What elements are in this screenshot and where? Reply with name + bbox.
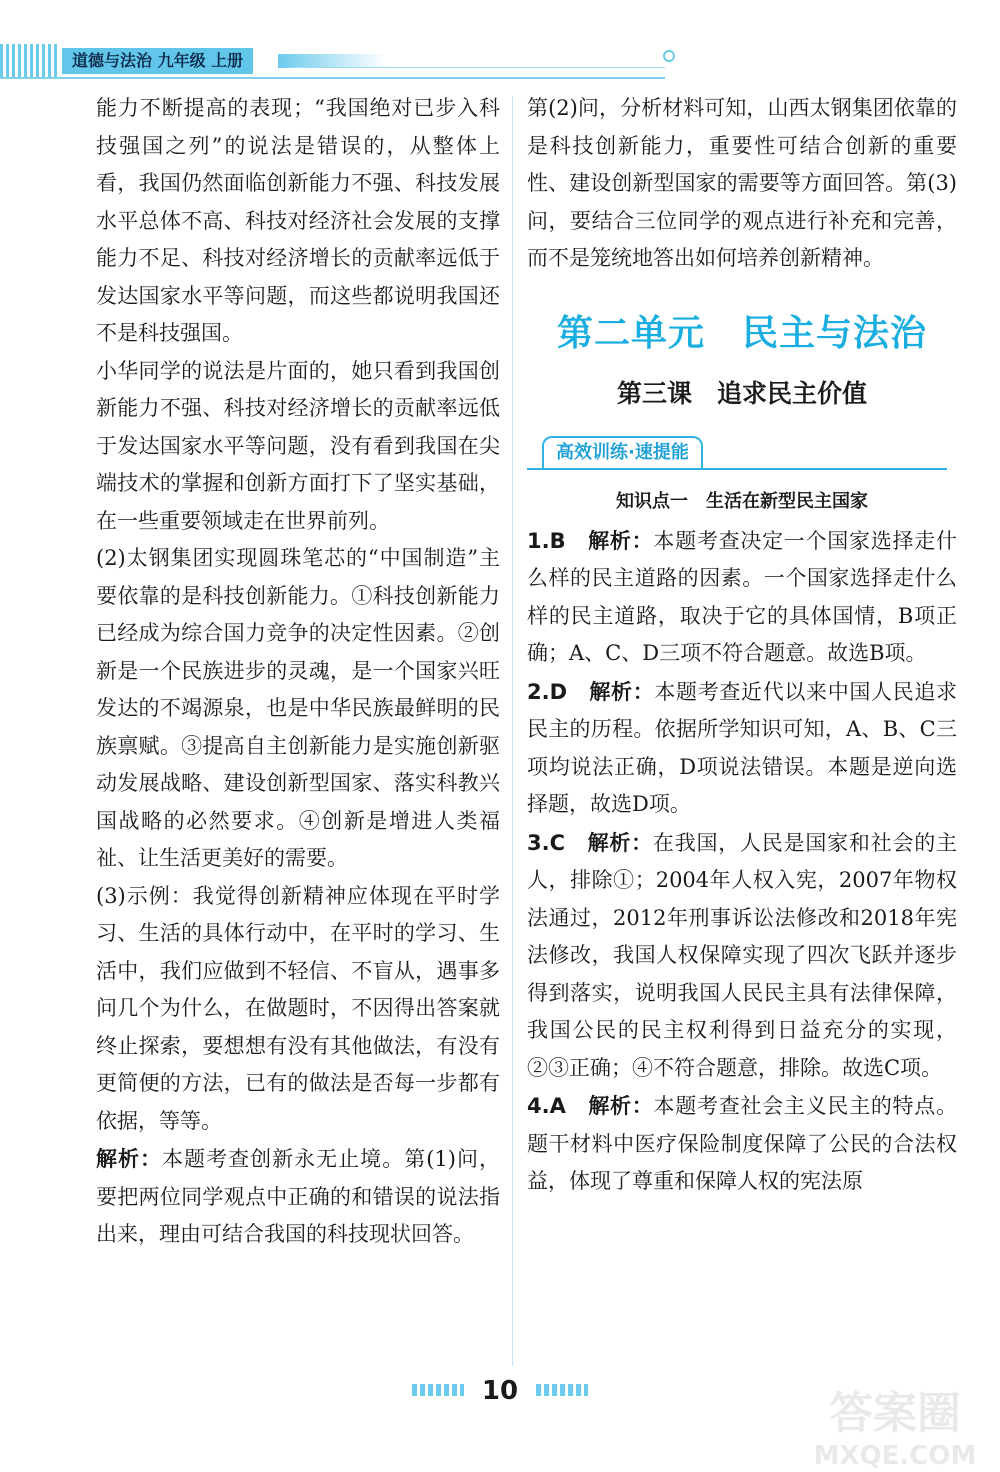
answer-item: [527, 522, 957, 673]
lesson-title: 第三课 追求民主价值: [616, 378, 867, 408]
analysis-continuation: 第(2)问，分析材料可知，山西太钢集团依靠的是科技创新能力，重要性可结合创新的重要性、建设创新型国家的需要等方面回答。第(3)问，要结合三位同学的观点进行补充和完善，而不是笼统地答出如何培养创新精神。: [527, 96, 957, 270]
header-dot-icon: [663, 50, 675, 62]
section-rule: [527, 468, 947, 470]
left-column: [96, 90, 500, 1254]
right-column: [527, 90, 957, 1201]
answer-paragraph-1: 能力不断提高的表现；“我国绝对已步入科技强国之列”的说法是错误的，从整体上看，我国仍然面临创新能力不强、科技发展水平总体不高、科技对经济社会发展的支撑能力不足、科技对经济增长的贡献率远低于发达国家水平等问题，而这些都说明我国还不是科技强国。: [96, 96, 500, 345]
unit-title: 第二单元 民主与法治: [556, 312, 927, 354]
footer-decoration-left: [412, 1384, 464, 1396]
watermark-domain-text: MXQE.COM: [813, 1441, 977, 1470]
analysis-paragraph: [96, 1140, 500, 1254]
knowledge-point-title: 知识点一 生活在新型民主国家: [616, 490, 868, 512]
answer-item: [527, 673, 957, 824]
answer-paragraph-3: (2)太钢集团实现圆珠笔芯的“中国制造”主要依靠的是科技创新能力。①科技创新能力已经成为综合国力竞争的决定性因素。②创新是一个民族进步的灵魂，是一个国家兴旺发达的不竭源泉，也是中华民族最鲜明的民族禀赋。③提高自主创新能力是实施创新驱动发展战略、建设创新型国家、落实科教兴国战略的必然要求。④创新是增进人类福祉、让生活更美好的需要。: [96, 546, 500, 870]
watermark-logo-text: 答案圈: [829, 1388, 961, 1439]
answer-paragraph-2: 小华同学的说法是片面的，她只看到我国创新能力不强、科技对经济增长的贡献率远低于发达国家水平等问题，没有看到我国在尖端技术的掌握和创新方面打下了坚实基础，在一些重要领域走在世界前列。: [96, 358, 500, 533]
analysis-text: 本题考查创新永无止境。第(1)问，要把两位同学观点中正确的和错误的说法指出来，理由可结合我国的科技现状回答。: [96, 1147, 500, 1246]
answer-number: 2.D: [527, 679, 568, 704]
answer-number: 3.C: [527, 830, 566, 855]
answer-number: 1.B: [527, 528, 566, 553]
section-tab-label: 高效训练·速提能: [542, 436, 703, 468]
answer-text: 本题考查近代以来中国人民追求民主的历程。依据所学知识可知，A、B、C三项均说法正确，D项说法错误。本题是逆向选择题，故选D项。: [527, 679, 958, 816]
analysis-label: 解析：: [589, 678, 655, 704]
header-rule: [0, 77, 665, 79]
answer-paragraph-4: (3)示例：我觉得创新精神应体现在平时学习、生活的具体行动中，在平时的学习、生活中，我们应做到不轻信、不盲从，遇事多问几个为什么，在做题时，不因得出答案就终止探索，要想想有没有其他做法，有没有更简便的方法，已有的做法是否每一步都有依据，等等。: [96, 883, 500, 1133]
answer-text: 本题考查决定一个国家选择走什么样的民主道路的因素。一个国家选择走什么样的民主道路，取决于它的具体国情，B项正确；A、C、D三项不符合题意。故选B项。: [527, 528, 958, 665]
header-stripe-decoration: [0, 44, 60, 78]
page-header: [0, 44, 670, 78]
book-title: 道德与法治 九年级 上册: [62, 48, 253, 74]
section-header: [527, 434, 957, 480]
column-divider: [512, 96, 513, 1366]
answer-text: 本题考查社会主义民主的特点。题干材料中医疗保险制度保障了公民的合法权益，体现了尊重和保障人权的宪法原: [527, 1094, 958, 1193]
analysis-label: 解析：: [588, 1093, 654, 1118]
analysis-label: 解析：: [96, 1146, 163, 1171]
header-thin-rule: [290, 67, 665, 68]
answer-item: [527, 1087, 957, 1201]
footer-decoration-right: [536, 1384, 588, 1396]
analysis-label: 解析：: [587, 829, 653, 855]
header-gradient-decoration: [278, 54, 386, 68]
answer-number: 4.A: [527, 1094, 566, 1118]
answer-text: 在我国，人民是国家和社会的主人，排除①；2004年人权入宪，2007年物权法通过，2012年刑事诉讼法修改和2018年宪法修改，我国人权保障实现了四次飞跃并逐步得到落实，说明我国人民民主具有法律保障，我国公民的民主权利得到日益充分的实现，②③正确；④不符合题意，排除。故选C项。: [527, 830, 958, 1080]
analysis-label: 解析：: [588, 527, 654, 553]
watermark-logo: [795, 1380, 995, 1470]
answer-item: [527, 824, 957, 1088]
page-number: 10: [481, 1376, 519, 1406]
